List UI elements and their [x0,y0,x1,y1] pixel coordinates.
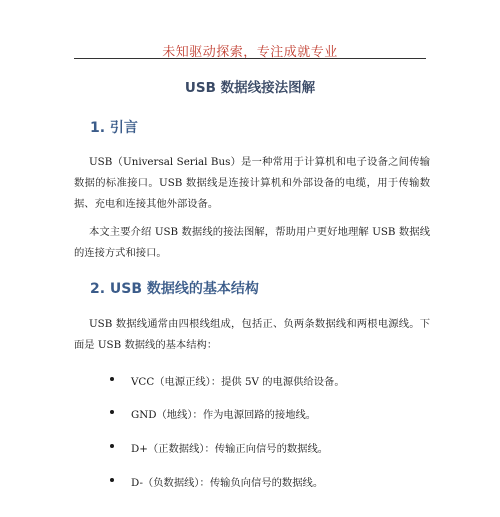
bullet-dot-icon [110,478,114,482]
header-slogan: 未知驱动探索，专注成就专业 [162,45,338,60]
bullet-dot-icon [110,377,114,381]
header-divider [74,58,426,59]
section-heading-introduction: 1. 引言 [90,120,138,136]
bullet-dot-icon [110,444,114,448]
intro-paragraph-1: USB（Universal Serial Bus）是一种常用于计算机和电子设备之间传输数据的标准接口。USB 数据线是连接计算机和外部设备的电缆，用于传输数据、充电和连接其他外部设备。 [74,156,430,210]
intro-paragraph-2: 本文主要介绍 USB 数据线的接法图解，帮助用户更好地理解 USB 数据线的连接方式和接口。 [74,226,430,259]
list-item-text: D-（负数据线）：传输负向信号的数据线。 [131,477,324,489]
section-heading-structure: 2. USB 数据线的基本结构 [90,281,259,297]
list-item-text: D+（正数据线）：传输正向信号的数据线。 [131,443,329,455]
list-item-text: VCC（电源正线）：提供 5V 的电源供给设备。 [131,376,345,388]
structure-paragraph: USB 数据线通常由四根线组成，包括正、负两条数据线和两根电源线。下面是 USB 数据线的基本结构： [74,318,430,351]
document-title: USB 数据线接法图解 [184,80,316,96]
bullet-dot-icon [110,410,114,414]
list-item-text: GND（地线）：作为电源回路的接地线。 [131,409,317,421]
